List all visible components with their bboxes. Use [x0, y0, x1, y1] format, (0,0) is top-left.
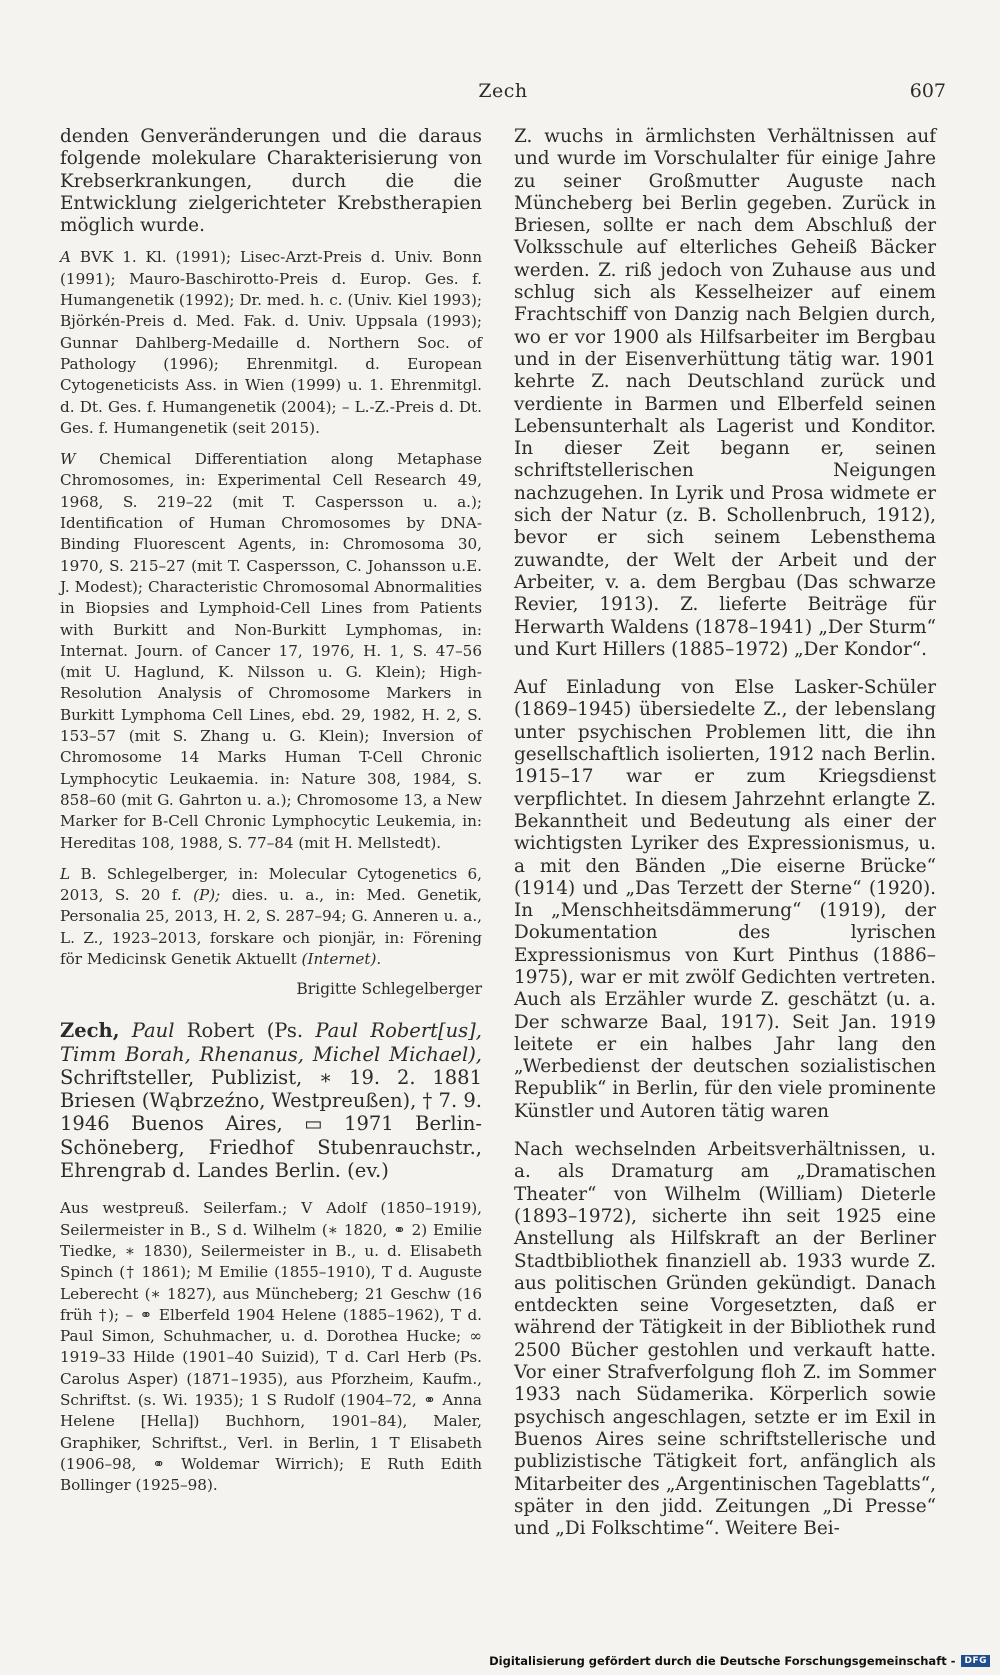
author-signature: Brigitte Schlegelberger [296, 980, 482, 999]
page-header [60, 80, 946, 108]
digitization-footer [489, 1654, 990, 1668]
biography-paragraph-3: Nach wechselnden Arbeitsverhältnissen, u. a. als Dramaturg am „Dramatischen Theater“ von Wilhelm (William) Dieterle (1893–1972), sicherte ihn seit 1925 eine Anstellung als Hilfskraft an der Berliner Stadtbibliothek finanziell ab. 1933 wurde Z. aus politischen Gründen gekündigt. Danach entdeckten seine Vorgesetzten, daß er während der Tätigkeit in der Bibliothek rund 2500 Bücher gestohlen und verkauft hatte. Vor einer Strafverfolgung floh Z. im Sommer 1933 nach Südamerika. Körperlich sowie psychisch angeschlagen, setzte er im Exil in Buenos Aires seine schriftstellerische und publizistische Tätigkeit fort, anfänglich als Mitarbeiter des „Argentinischen Tageblatts“, später in den jidd. Zeitungen „Di Presse“ und „Di Folkschtime“. Weitere Bei- [514, 1139, 936, 1540]
page-number: 607 [909, 80, 946, 102]
footer-text: Digitalisierung gefördert durch die Deutsche Forschungsgemeinschaft - [489, 1654, 956, 1668]
entry-details: Schriftsteller, Publizist, ∗ 19. 2. 1881 Briesen (Wąbrzeźno, Westpreußen), † 7. 9. 1946 Buenos Aires, ▭ 1971 Berlin-Schöneberg, Friedhof Stubenrauchstr., Ehrengrab d. Landes Berlin. (ev.) [60, 1065, 482, 1183]
literature-text-1: B. Schlegelberger, in: Molecular Cytogenetics 6, 2013, S. 20 f. [60, 864, 483, 905]
literature-internet: (Internet). [301, 949, 382, 968]
literature-section [60, 864, 482, 970]
family-section: Aus westpreuß. Seilerfam.; V Adolf (1850–1919), Seilermeister in B., S d. Wilhelm (∗ 1820, ⚭ 2) Emilie Tiedke, ∗ 1830), Seilermeister in B., u. d. Elisabeth Spinch († 1861); M Emilie (1855–1910), T d. Auguste Leberecht (∗ 1827), aus Müncheberg; 21 Geschw (16 früh †); – ⚭ Elberfeld 1904 Helene (1885–1962), T d. Paul Simon, Schuhmacher, u. d. Dorothea Hucke; ∞ 1919–33 Hilde (1901–40 Suizid), T d. Carl Herb (Ps. Carolus Asper) (1871–1935), aus Pforzheim, Kaufm., Schriftst. (s. Wi. 1935); 1 S Rudolf (1904–72, ⚭ Anna Helene [Hella]) Buchhorn, 1901–84), Maler, Graphiker, Schriftst., Verl. in Berlin, 1 T Elisabeth (1906–98, ⚭ Woldemar Wirrich); E Ruth Edith Bollinger (1925–98). [60, 1199, 482, 1495]
literature-label: L [60, 864, 71, 883]
left-column [60, 126, 482, 1497]
entry-pseudonyms: Paul Robert[us], Timm Borah, Rhenanus, Michel Michael), [60, 1019, 482, 1066]
entry-heading [60, 1019, 482, 1182]
literature-text-2: dies. u. a., in: Med. Genetik, Personalia 25, 2013, H. 2, S. 287–94; G. Anneren u. a., L. Z., 1923–2013, forskare och pionjär, in: Förening för Medicinsk Genetik Aktuellt [60, 886, 483, 968]
running-head: Zech [478, 80, 528, 102]
works-label: W [60, 450, 76, 469]
dfg-logo-icon: DFG [961, 1655, 990, 1667]
entry-given-rest: Robert (Ps. [186, 1019, 304, 1043]
right-column [514, 126, 936, 1540]
awards-label: A [60, 248, 71, 267]
awards-text: BVK 1. Kl. (1991); Lisec-Arzt-Preis d. Univ. Bonn (1991); Mauro-Baschirotto-Preis d. Europ. Ges. f. Humangenetik (1992); Dr. med. h. c. (Univ. Kiel 1993); Björkén-Preis d. Med. Fak. d. Univ. Uppsala (1993); Gunnar Dahlberg-Medaille d. Northern Soc. of Pathology (1996); Ehrenmitgl. d. European Cytogeneticists Ass. in Wien (1999) u. 1. Ehrenmitgl. d. Dt. Ges. f. Humangenetik (2004); – L.-Z.-Preis d. Dt. Ges. f. Humangenetik (seit 2015). [60, 248, 482, 437]
biography-paragraph-2: Auf Einladung von Else Lasker-Schüler (1869–1945) übersiedelte Z., der lebenslang unter psychischen Problemen litt, die ihn gesellschaftlich isolierten, 1912 nach Berlin. 1915–17 war er zum Kriegsdienst verpflichtet. In diesem Jahrzehnt erlangte Z. Bekanntheit und Bedeutung als einer der wichtigsten Lyriker des Expressionismus, u. a mit den Bänden „Die eiserne Brücke“ (1914) und „Das Terzett der Sterne“ (1920). In „Menschheitsdämmerung“ (1919), der Dokumentation des lyrischen Expressionismus von Kurt Pinthus (1886–1975), war er mit zwölf Gedichten vertreten. Auch als Erzähler wurde Z. geschätzt (u. a. Der schwarze Baal, 1917). Seit Jan. 1919 leitete er ein halbes Jahr lang den „Werbedienst der deutschen sozialistischen Republik“ in Berlin, für den viele prominente Künstler und Autoren tätig waren [514, 677, 936, 1122]
awards-section [60, 247, 482, 439]
continuation-paragraph: denden Genveränderungen und die daraus folgende molekulare Charakterisierung von Krebserkrankungen, durch die die Entwicklung zielgerichteter Krebstherapien möglich wurde. [60, 126, 482, 237]
literature-p-marker: (P); [193, 886, 221, 905]
works-section [60, 449, 482, 854]
biography-paragraph-1: Z. wuchs in ärmlichsten Verhältnissen auf und wurde im Vorschulalter für einige Jahre zu seiner Großmutter Auguste nach Müncheberg bei Berlin gegeben. Zurück in Briesen, sollte er nach dem Abschluß der Volksschule auf elterliches Geheiß Bäcker werden. Z. riß jedoch von Zuhause aus und schlug sich als Kesselheizer auf einem Frachtschiff von Danzig nach Belgien durch, wo er vor 1900 als Hilfsarbeiter im Bergbau und in der Eisenverhüttung tätig war. 1901 kehrte Z. nach Deutschland zurück und verdiente in Barmen und Elberfeld seinen Lebensunterhalt als Lagerist und Konditor. In dieser Zeit begann er, seinen schriftstellerischen Neigungen nachzugehen. In Lyrik und Prosa widmete er sich der Natur (z. B. Schollenbruch, 1912), bevor er sich seinem Lebensthema zuwandte, der Welt der Arbeit und der Arbeiter, v. a. dem Bergbau (Das schwarze Revier, 1913). Z. lieferte Beiträge für Herwarth Waldens (1878–1941) „Der Sturm“ und Kurt Hillers (1885–1972) „Der Kondor“. [514, 126, 936, 660]
works-text: Chemical Differentiation along Metaphase Chromosomes, in: Experimental Cell Research 49, 1968, S. 219–22 (mit T. Caspersson u. a.); Identification of Human Chromosomes by DNA-Binding Fluorescent Agents, in: Chromosoma 30, 1970, S. 215–27 (mit T. Caspersson, C. Johansson u.E. J. Modest); Characteristic Chromosomal Abnormalities in Biopsies and Lymphoid-Cell Lines from Patients with Burkitt and Non-Burkitt Lymphomas, in: Internat. Journ. of Cancer 17, 1976, H. 1, S. 47–56 (mit U. Haglund, K. Nilsson u. G. Klein); High-Resolution Analysis of Chromosome Markers in Burkitt Lymphoma Cell Lines, ebd. 29, 1982, H. 2, S. 153–57 (mit S. Zhang u. G. Klein); Inversion of Chromosome 14 Marks Human T-Cell Chronic Lymphocytic Leukaemia. in: Nature 308, 1984, S. 858–60 (mit G. Gahrton u. a.); Chromosome 13, a New Marker for B-Cell Chronic Lymphocytic Leukemia, in: Hereditas 108, 1988, S. 77–84 (mit H. Mellstedt). [60, 450, 483, 852]
entry-surname: Zech, [60, 1019, 120, 1043]
entry-given-italic: Paul [131, 1019, 175, 1043]
